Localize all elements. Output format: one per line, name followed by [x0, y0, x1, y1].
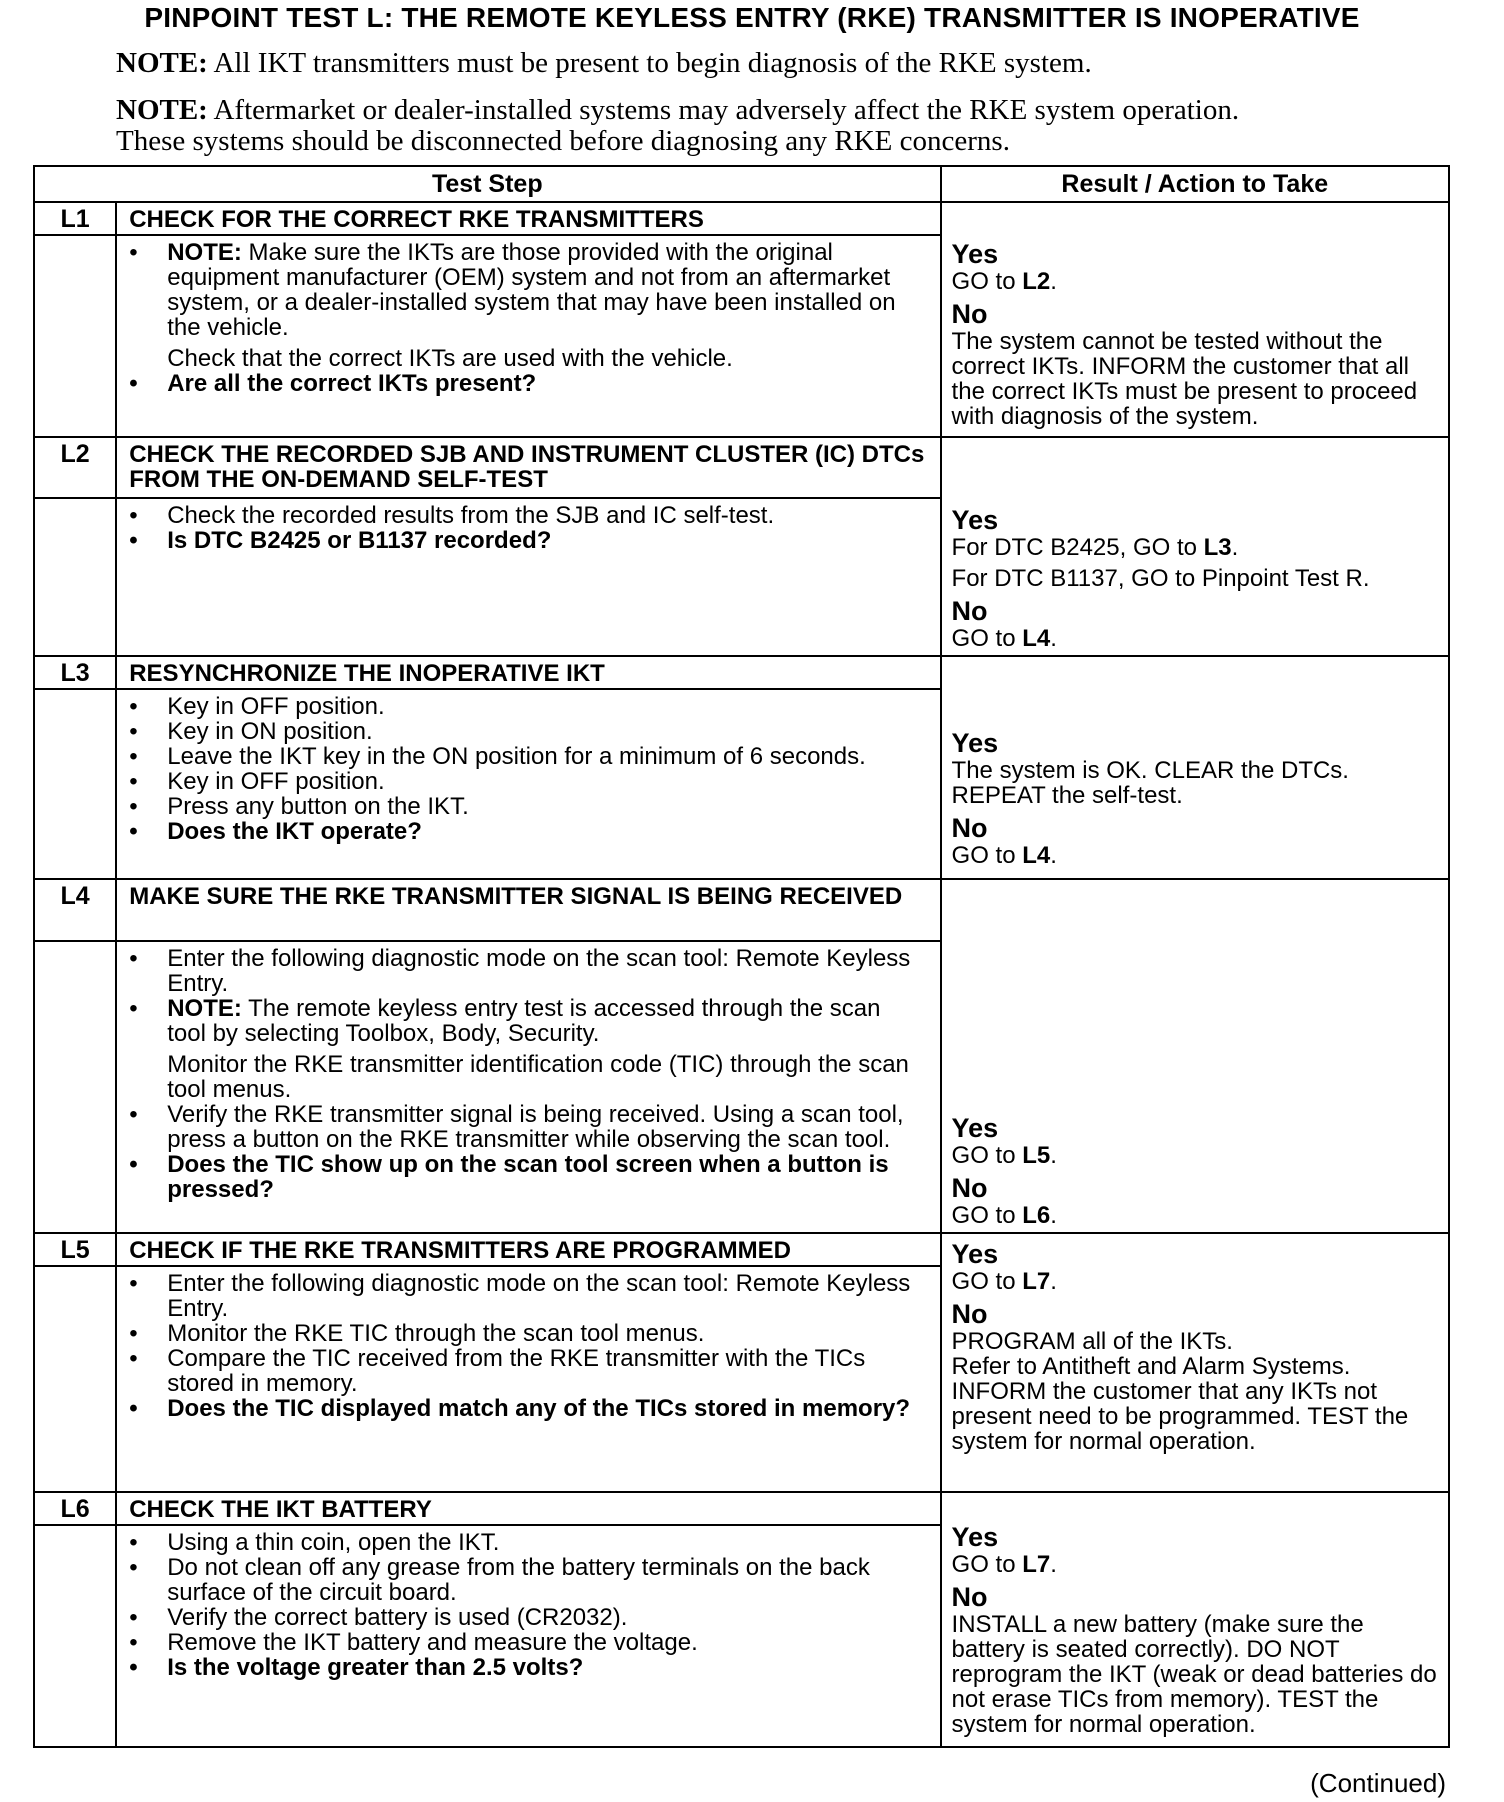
table-header-row — [34, 166, 1449, 202]
list-item: • Monitor the RKE TIC through the scan tool menus. — [129, 1321, 921, 1346]
step-heading: CHECK THE RECORDED SJB AND INSTRUMENT CLUSTER (IC) DTCs FROM THE ON-DEMAND SELF-TEST — [116, 437, 940, 498]
step-heading: CHECK FOR THE CORRECT RKE TRANSMITTERS — [116, 202, 940, 235]
step-heading: MAKE SURE THE RKE TRANSMITTER SIGNAL IS BEING RECEIVED — [116, 879, 940, 941]
yes-extra: For DTC B1137, GO to Pinpoint Test R. — [951, 565, 1370, 592]
list-item: • Does the IKT operate? — [129, 819, 921, 844]
no-action: PROGRAM all of the IKTs. — [951, 1328, 1233, 1355]
list-item: • Using a thin coin, open the IKT. — [129, 1530, 921, 1555]
step-list — [129, 240, 921, 396]
note-1 — [116, 48, 1266, 79]
yes-label: Yes — [951, 505, 999, 535]
no-label: No — [951, 596, 988, 626]
step-id: L2 — [34, 437, 116, 498]
no-action: GO to L6. — [951, 1202, 1057, 1229]
no-action: The system cannot be tested without the correct IKTs. INFORM the customer that all the correct IKTs must be present to proceed with diagnosis of the system. — [951, 328, 1418, 430]
yes-action: The system is OK. CLEAR the DTCs. REPEAT the self-test. — [951, 757, 1349, 809]
list-item: • Is DTC B2425 or B1137 recorded? — [129, 528, 921, 553]
step-heading-row — [34, 656, 1449, 689]
step-id: L1 — [34, 202, 116, 235]
no-action: GO to L4. — [951, 625, 1057, 652]
step-body — [116, 1525, 940, 1747]
list-item: • Key in OFF position. — [129, 769, 921, 794]
step-list — [129, 946, 921, 1202]
step-id: L4 — [34, 879, 116, 941]
step-result — [941, 1492, 1449, 1747]
step-id: L3 — [34, 656, 116, 689]
step-body — [116, 689, 940, 879]
step-body — [116, 941, 940, 1233]
step-list — [129, 694, 921, 844]
step-result — [941, 437, 1449, 656]
no-label: No — [951, 813, 988, 843]
list-item: • Press any button on the IKT. — [129, 794, 921, 819]
list-item: • Compare the TIC received from the RKE transmitter with the TICs stored in memory. — [129, 1346, 921, 1396]
yes-action: For DTC B2425, GO to L3. — [951, 534, 1239, 561]
step-heading: CHECK IF THE RKE TRANSMITTERS ARE PROGRAMMED — [116, 1233, 940, 1266]
list-item: Check that the correct IKTs are used with the vehicle. — [167, 345, 733, 372]
note-text: All IKT transmitters must be present to begin diagnosis of the RKE system. — [207, 47, 1092, 79]
step-body — [116, 1266, 940, 1492]
step-body — [116, 498, 940, 656]
step-heading-row — [34, 202, 1449, 235]
list-item: • Verify the RKE transmitter signal is being received. Using a scan tool, press a button on the RKE transmitter while observing the scan tool. — [129, 1102, 921, 1152]
step-heading-row — [34, 1233, 1449, 1266]
no-action: INSTALL a new battery (make sure the battery is seated correctly). DO NOT reprogram the IKT (weak or dead batteries do not erase TICs from memory). TEST the system for normal operation. — [951, 1611, 1437, 1738]
no-label: No — [951, 1173, 988, 1203]
no-action: GO to L4. — [951, 842, 1057, 869]
step-result — [941, 656, 1449, 879]
list-item: • Key in OFF position. — [129, 694, 921, 719]
note-label: NOTE: — [116, 47, 208, 79]
list-item: • Enter the following diagnostic mode on the scan tool: Remote Keyless Entry. — [129, 1271, 921, 1321]
yes-label: Yes — [951, 728, 999, 758]
list-item: • NOTE: The remote keyless entry test is accessed through the scan tool by selecting Toolbox, Body, Security. — [129, 996, 921, 1046]
header-test-step: Test Step — [34, 166, 941, 202]
no-label: No — [951, 1582, 988, 1612]
page-title: PINPOINT TEST L: THE REMOTE KEYLESS ENTRY (RKE) TRANSMITTER IS INOPERATIVE — [144, 2, 1360, 33]
step-result — [941, 1233, 1449, 1492]
step-heading-row — [34, 879, 1449, 941]
pinpoint-test-table — [33, 165, 1450, 1748]
step-list — [129, 503, 921, 553]
no-label: No — [951, 299, 988, 329]
yes-action: GO to L5. — [951, 1142, 1057, 1169]
step-body — [116, 235, 940, 437]
note-text: Aftermarket or dealer-installed systems may adversely affect the RKE system operation. These systems should be disconnected before diagnosing any RKE concerns. — [116, 94, 1240, 157]
yes-label: Yes — [951, 239, 999, 269]
list-item: • Verify the correct battery is used (CR2032). — [129, 1605, 921, 1630]
list-item: • Do not clean off any grease from the battery terminals on the back surface of the circuit board. — [129, 1555, 921, 1605]
list-item: • Check the recorded results from the SJB and IC self-test. — [129, 503, 921, 528]
step-id: L6 — [34, 1492, 116, 1525]
yes-action: GO to L7. — [951, 1551, 1057, 1578]
list-item: Monitor the RKE transmitter identification code (TIC) through the scan tool menus. — [167, 1051, 909, 1103]
step-heading: RESYNCHRONIZE THE INOPERATIVE IKT — [116, 656, 940, 689]
yes-label: Yes — [951, 1239, 999, 1269]
step-result — [941, 879, 1449, 1233]
no-reference: Refer to Antitheft and Alarm Systems. — [951, 1353, 1351, 1380]
yes-label: Yes — [951, 1522, 999, 1552]
step-heading-row — [34, 1492, 1449, 1525]
header-result-action: Result / Action to Take — [941, 166, 1449, 202]
list-item: • Does the TIC show up on the scan tool screen when a button is pressed? — [129, 1152, 921, 1202]
list-item: • Are all the correct IKTs present? — [129, 371, 921, 396]
step-heading-row — [34, 437, 1449, 498]
list-item: • Is the voltage greater than 2.5 volts? — [129, 1655, 921, 1680]
yes-label: Yes — [951, 1113, 999, 1143]
list-item: • Key in ON position. — [129, 719, 921, 744]
step-heading: CHECK THE IKT BATTERY — [116, 1492, 940, 1525]
yes-action: GO to L7. — [951, 1268, 1057, 1295]
step-list — [129, 1530, 921, 1680]
step-result — [941, 202, 1449, 437]
note-2 — [116, 95, 1266, 157]
list-item: • Remove the IKT battery and measure the voltage. — [129, 1630, 921, 1655]
list-item: • NOTE: Make sure the IKTs are those provided with the original equipment manufacturer (OEM) system and not from an aftermarket system, or a dealer-installed system that may have been installed on the vehicle. — [129, 240, 921, 340]
yes-action: GO to L2. — [951, 268, 1057, 295]
step-id: L5 — [34, 1233, 116, 1266]
no-inform: INFORM the customer that any IKTs not present need to be programmed. TEST the system for normal operation. — [951, 1378, 1409, 1455]
no-label: No — [951, 1299, 988, 1329]
continued-label: (Continued) — [1310, 1768, 1446, 1798]
step-list — [129, 1271, 921, 1421]
note-label: NOTE: — [116, 94, 208, 126]
list-item: • Leave the IKT key in the ON position for a minimum of 6 seconds. — [129, 744, 921, 769]
list-item: • Enter the following diagnostic mode on the scan tool: Remote Keyless Entry. — [129, 946, 921, 996]
list-item: • Does the TIC displayed match any of the TICs stored in memory? — [129, 1396, 921, 1421]
